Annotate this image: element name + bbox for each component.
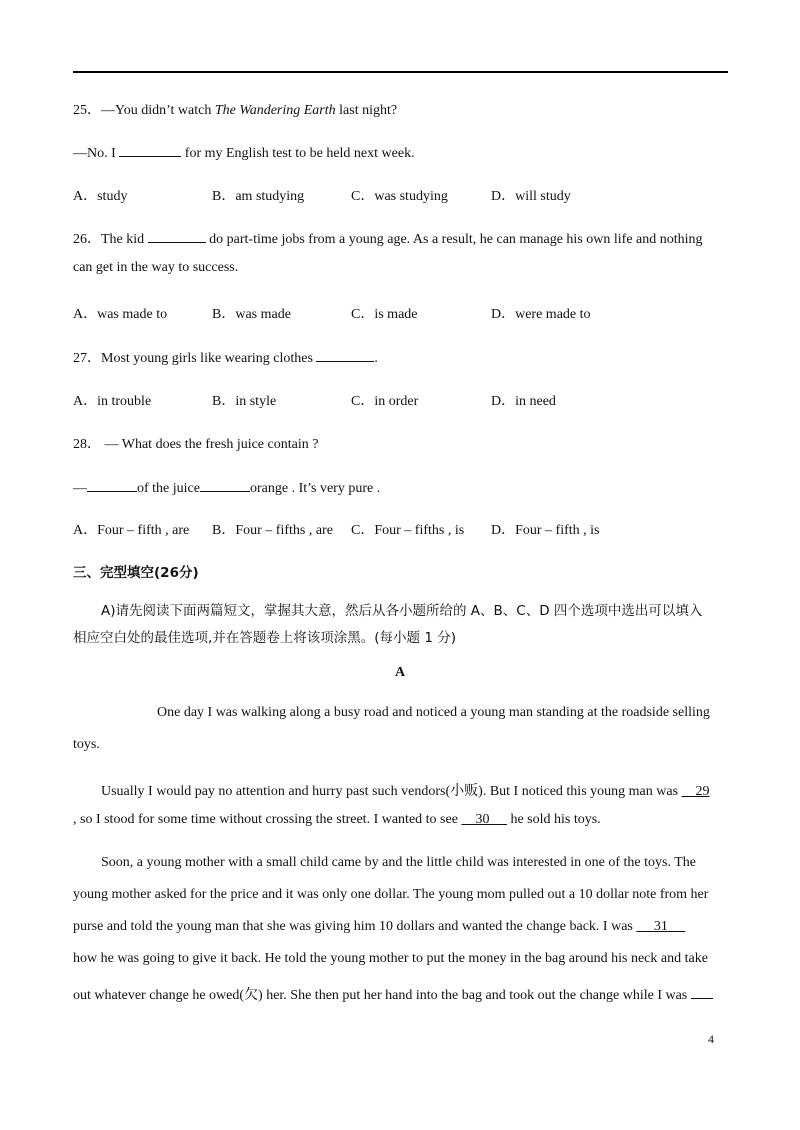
passage-p3-line1: Soon, a young mother with a small child came by and the little child was interested in one of the toys. The [101,855,696,870]
q26-option-a[interactable]: A．was made to [73,307,168,322]
passage-p3-line3: purse and told the young man that she was giving him 10 dollars and wanted the change back. I was 31 [73,919,685,935]
q27-option-a[interactable]: A．in trouble [73,394,152,409]
question-28: 28． — What does the fresh juice contain ? [73,437,319,452]
passage-p3-line2: young mother asked for the price and it was only one dollar. The young mom pulled out a 10 dollar note from her [73,887,709,902]
page-number: 4 [708,1032,714,1046]
passage-p3-line5: out whatever change he owed(欠) her. She then put her hand into the bag and took out the change while I was [73,984,713,1004]
q28-option-a[interactable]: A．Four – fifth , are [73,523,190,538]
q25-option-d[interactable]: D．will study [491,189,571,204]
passage-p1-line1: One day I was walking along a busy road and noticed a young man standing at the roadside selling [157,705,710,720]
blank-31[interactable]: 31 [653,919,668,934]
section-heading: 三、完型填空(26分) [73,565,199,581]
q28-option-c[interactable]: C．Four – fifths , is [351,523,465,538]
blank-29[interactable]: 29 [695,784,710,799]
q27-option-c[interactable]: C．in order [351,394,419,409]
passage-p1-line2: toys. [73,737,100,752]
blank-30[interactable]: 30 [475,812,490,827]
section-instruction-line1: A)请先阅读下面两篇短文，掌握其大意，然后从各小题所给的 A、B、C、D 四个选项中选出可以填入 [101,603,703,619]
answer-blank[interactable] [200,477,250,492]
passage-label: A [394,665,406,680]
q25-option-b[interactable]: B．am studying [212,189,305,204]
q26-option-c[interactable]: C．is made [351,307,418,322]
passage-p2-line2: , so I stood for some time without crossing the street. I wanted to see 30 he sold his toys. [73,812,601,827]
q28-option-b[interactable]: B．Four – fifths , are [212,523,333,538]
header-rule [73,71,728,73]
question-26: 26．The kid do part-time jobs from a young age. As a result, he can manage his own life and nothing [73,228,703,248]
question-28-reply: — of the juice orange . It’s very pure . [73,477,380,497]
passage-p2-line1: Usually I would pay no attention and hurry past such vendors(小贩). But I noticed this young man was 29 [101,784,710,799]
answer-blank[interactable] [316,347,374,362]
question-25-reply: —No. I for my English test to be held next week. [73,142,415,162]
q25-option-c[interactable]: C．was studying [351,189,448,204]
q25-option-a[interactable]: A．study [73,189,128,204]
q27-option-d[interactable]: D．in need [491,394,556,409]
q27-option-b[interactable]: B．in style [212,394,277,409]
q26-option-b[interactable]: B．was made [212,307,291,322]
film-title: The Wandering Earth [214,103,336,118]
answer-blank[interactable] [119,142,181,157]
passage-p3-line4: how he was going to give it back. He told the young mother to put the money in the bag around his neck and take [73,951,708,966]
question-26-line2: can get in the way to success. [73,260,239,275]
answer-blank[interactable] [87,477,137,492]
question-25: 25．—You didn’t watch The Wandering Earth last night? [73,103,398,118]
q28-option-d[interactable]: D．Four – fifth , is [491,523,600,538]
q26-option-d[interactable]: D．were made to [491,307,591,322]
answer-blank[interactable] [148,228,206,243]
answer-blank[interactable] [691,984,713,999]
question-27: 27．Most young girls like wearing clothes . [73,347,378,367]
section-instruction-line2: 相应空白处的最佳选项,并在答题卷上将该项涂黑。(每小题 1 分) [73,630,456,646]
